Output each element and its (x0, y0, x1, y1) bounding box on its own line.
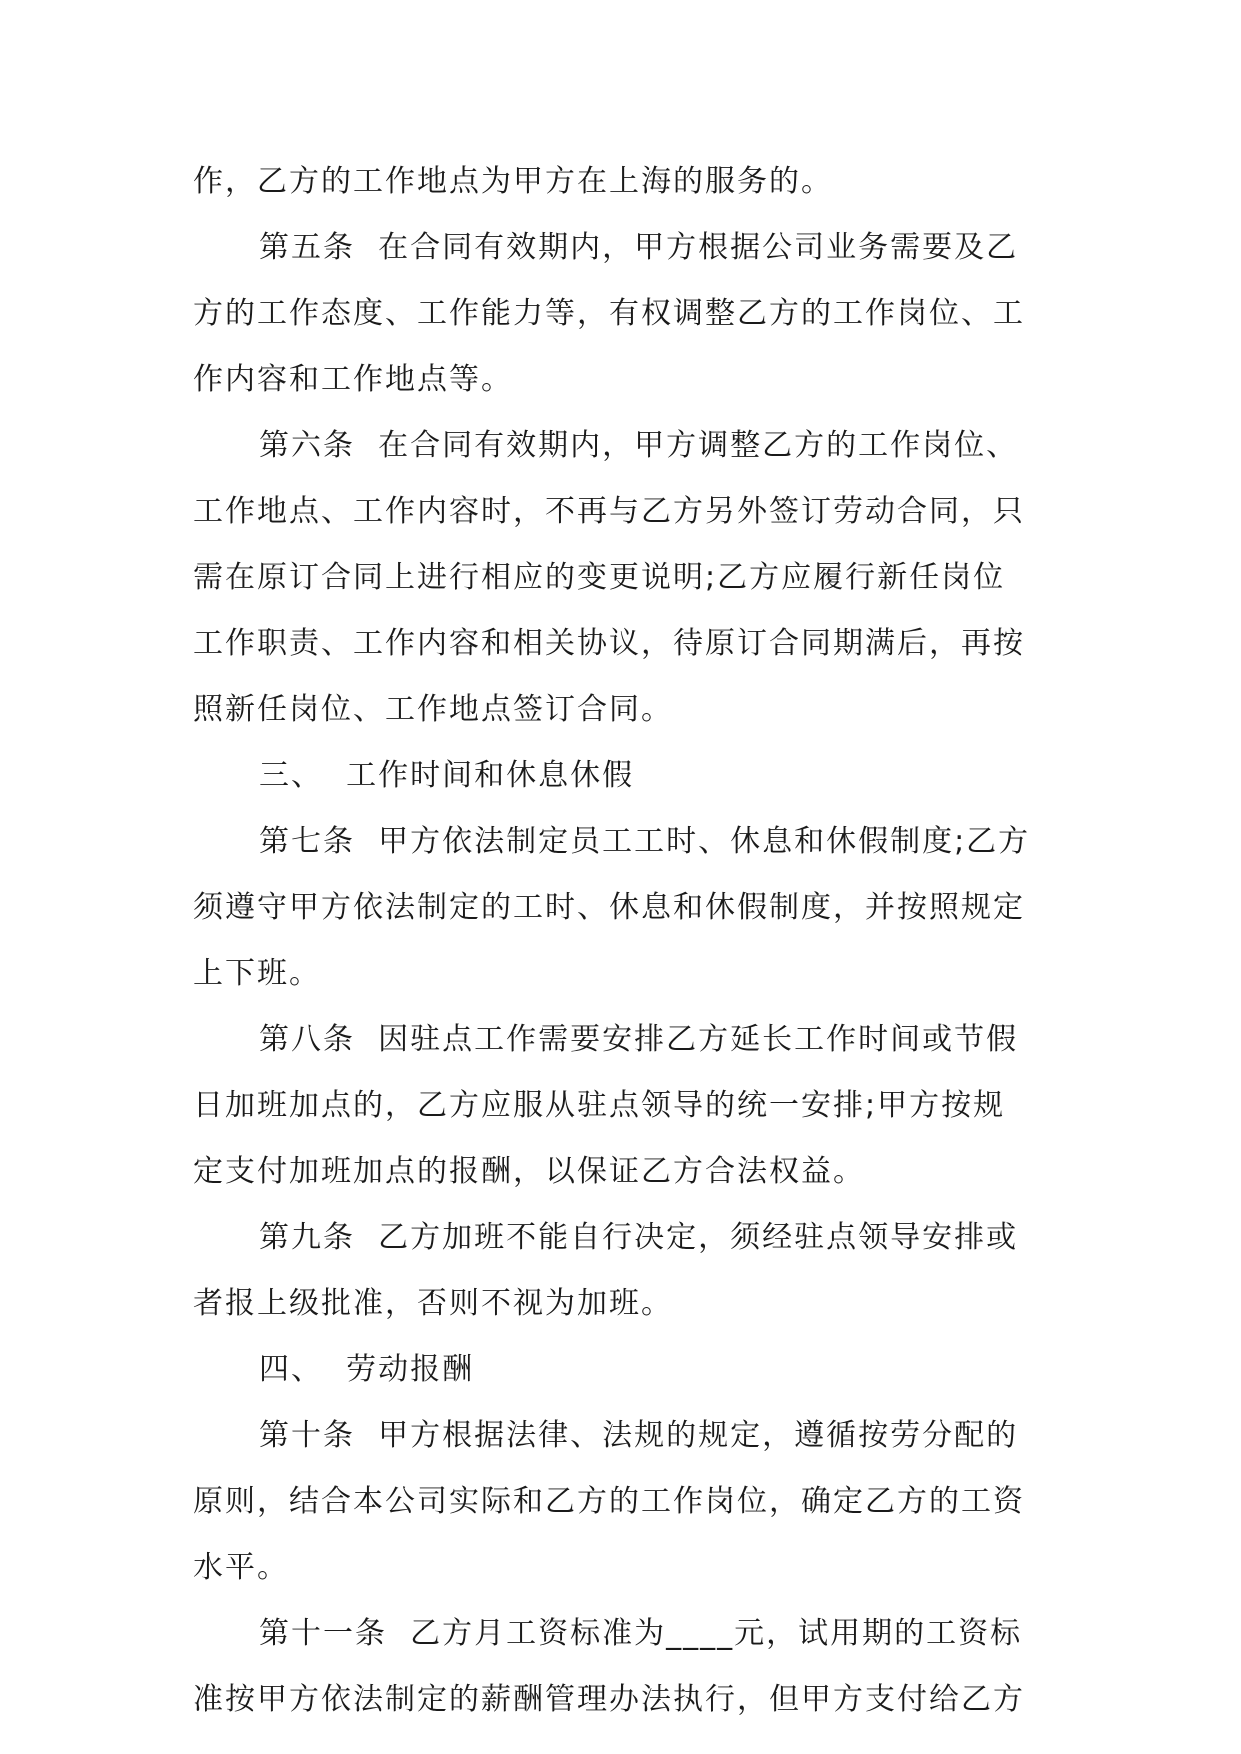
text-line: 工作地点、工作内容时，不再与乙方另外签订劳动合同，只 (193, 494, 1025, 529)
section-heading: 三、 工作时间和休息休假 (259, 758, 635, 793)
text-line: 上下班。 (193, 956, 321, 991)
text-line: 方的工作态度、工作能力等，有权调整乙方的工作岗位、工 (193, 296, 1025, 331)
text-line: 准按甲方依法制定的薪酬管理办法执行，但甲方支付给乙方 (193, 1682, 1025, 1717)
paragraph-line: 第五条 在合同有效期内，甲方根据公司业务需要及乙 (259, 230, 1019, 265)
text-line: 照新任岗位、工作地点签订合同。 (193, 692, 673, 727)
paragraph-line: 第十条 甲方根据法律、法规的规定，遵循按劳分配的 (259, 1418, 1019, 1453)
section-heading: 四、 劳动报酬 (259, 1352, 475, 1387)
paragraph-line: 第八条 因驻点工作需要安排乙方延长工作时间或节假 (259, 1022, 1019, 1057)
text-line: 定支付加班加点的报酬，以保证乙方合法权益。 (193, 1154, 865, 1189)
text-line: 作，乙方的工作地点为甲方在上海的服务的。 (193, 164, 833, 199)
text-line: 需在原订合同上进行相应的变更说明;乙方应履行新任岗位 (193, 560, 1006, 595)
text-line: 日加班加点的，乙方应服从驻点领导的统一安排;甲方按规 (193, 1088, 1006, 1123)
text-line: 水平。 (193, 1550, 289, 1585)
text-line: 须遵守甲方依法制定的工时、休息和休假制度，并按照规定 (193, 890, 1025, 925)
text-line: 者报上级批准，否则不视为加班。 (193, 1286, 673, 1321)
paragraph-line: 第九条 乙方加班不能自行决定，须经驻点领导安排或 (259, 1220, 1019, 1255)
text-line: 作内容和工作地点等。 (193, 362, 513, 397)
paragraph-line: 第十一条 乙方月工资标准为____元，试用期的工资标 (259, 1616, 1023, 1651)
paragraph-line: 第六条 在合同有效期内，甲方调整乙方的工作岗位、 (259, 428, 1019, 463)
text-line: 工作职责、工作内容和相关协议，待原订合同期满后，再按 (193, 626, 1025, 661)
text-line: 原则，结合本公司实际和乙方的工作岗位，确定乙方的工资 (193, 1484, 1025, 1519)
paragraph-line: 第七条 甲方依法制定员工工时、休息和休假制度;乙方 (259, 824, 1031, 859)
